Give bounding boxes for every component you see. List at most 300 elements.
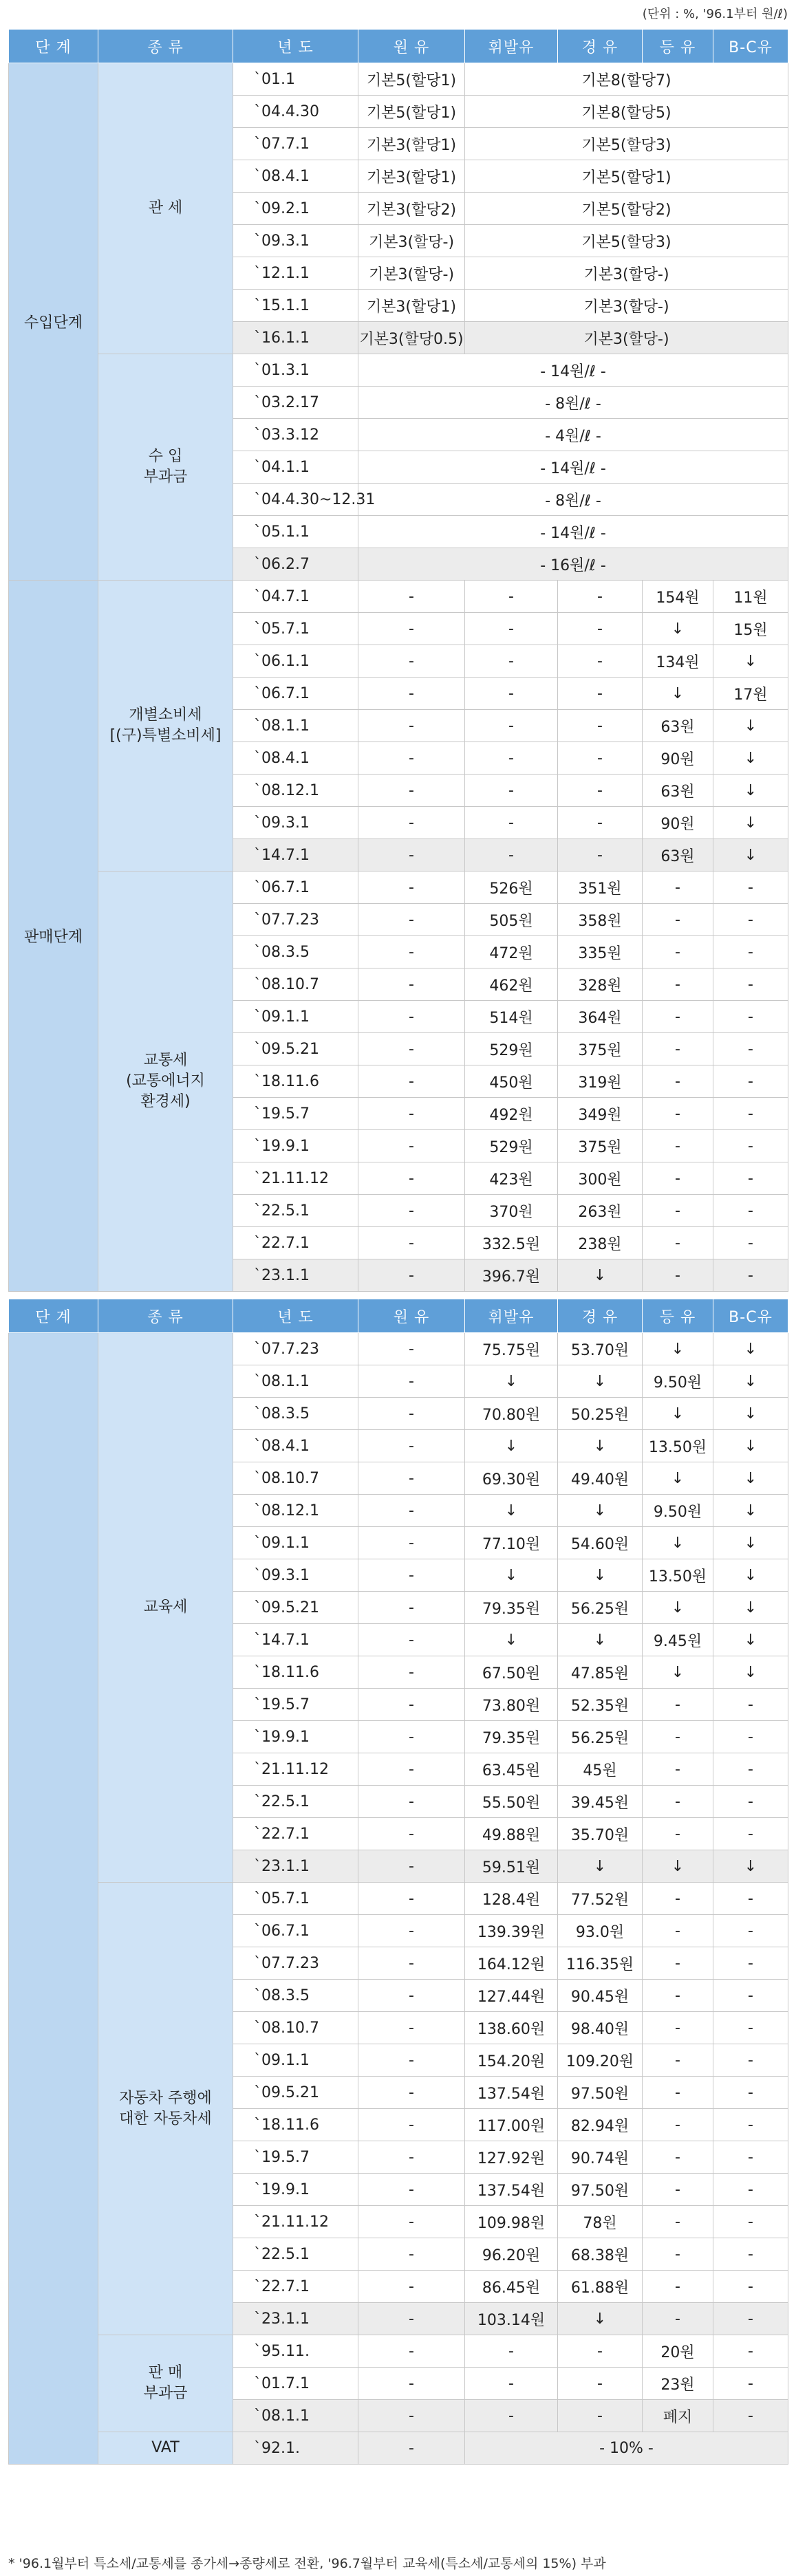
value-cell: 35.70원 [558,1818,643,1850]
column-header: 종 류 [98,30,233,63]
value-cell: - [643,1818,713,1850]
year-cell: `09.3.1 [233,225,358,257]
value-cell: 63원 [643,710,713,742]
stage-cell: 수입단계 [9,63,98,581]
year-cell: `19.5.7 [233,1689,358,1721]
value-cell: - [643,2238,713,2271]
value-cell: - [643,2044,713,2077]
value-cell: 472원 [465,936,558,968]
year-cell: `18.11.6 [233,2109,358,2141]
value-cell: - [713,968,788,1001]
value-cell: 54.60원 [558,1527,643,1559]
column-header: 단 계 [9,1299,98,1333]
value-cell: 기본8(할당7) [465,63,788,96]
value-cell: - [358,742,465,775]
value-cell: ↓ [465,1430,558,1462]
value-cell: - [358,1915,465,1947]
value-cell: 82.94원 [558,2109,643,2141]
year-cell: `22.7.1 [233,1818,358,1850]
value-cell: 13.50원 [643,1559,713,1592]
year-cell: `06.7.1 [233,678,358,710]
value-cell: 127.92원 [465,2141,558,2174]
value-cell: 137.54원 [465,2174,558,2206]
year-cell: `01.3.1 [233,354,358,387]
value-cell: - [713,1227,788,1259]
value-cell: - [643,1883,713,1915]
column-header: 원 유 [358,1299,465,1333]
year-cell: `08.4.1 [233,742,358,775]
value-cell: ↓ [465,1559,558,1592]
value-cell: - [713,1162,788,1195]
year-cell: `23.1.1 [233,1259,358,1292]
value-cell: - [643,872,713,904]
value-cell: - [358,1162,465,1195]
column-header: 년 도 [233,1299,358,1333]
value-cell: - [358,2238,465,2271]
column-header: 등 유 [643,30,713,63]
value-cell: - [358,613,465,645]
value-cell: 375원 [558,1130,643,1162]
value-cell: - [558,2368,643,2400]
value-cell: 423원 [465,1162,558,1195]
value-cell: 138.60원 [465,2012,558,2044]
value-cell: 9.50원 [643,1365,713,1398]
value-cell: - [643,2012,713,2044]
value-cell: 11원 [713,581,788,613]
value-cell: 358원 [558,904,643,936]
value-cell: ↓ [643,1398,713,1430]
value-cell: - [643,1915,713,1947]
value-cell: 93.0원 [558,1915,643,1947]
value-cell: - [358,645,465,678]
year-cell: `05.7.1 [233,613,358,645]
column-header: 년 도 [233,30,358,63]
year-cell: `14.7.1 [233,1624,358,1656]
value-cell: 529원 [465,1130,558,1162]
value-cell: - [643,1098,713,1130]
stage-cell [9,1333,98,2465]
kind-cell: VAT [98,2432,233,2465]
year-cell: `03.2.17 [233,387,358,419]
value-cell: - [713,2044,788,2077]
value-cell: - [358,2271,465,2303]
year-cell: `04.1.1 [233,451,358,484]
value-cell: 238원 [558,1227,643,1259]
value-cell: 49.88원 [465,1818,558,1850]
value-cell: - [643,2206,713,2238]
value-cell: - [358,2174,465,2206]
value-cell: ↓ [643,678,713,710]
value-cell: - [358,2012,465,2044]
value-cell: 127.44원 [465,1980,558,2012]
year-cell: `01.7.1 [233,2368,358,2400]
value-cell: - [358,1721,465,1753]
value-cell: - [358,1753,465,1786]
year-cell: `08.10.7 [233,1462,358,1495]
value-cell: - [643,1001,713,1033]
value-cell: 98.40원 [558,2012,643,2044]
year-cell: `19.9.1 [233,2174,358,2206]
year-cell: `07.7.1 [233,128,358,160]
value-cell: - [713,1947,788,1980]
value-cell: ↓ [713,1850,788,1883]
value-cell: - [713,1818,788,1850]
value-cell: - [643,1947,713,1980]
value-cell: ↓ [643,613,713,645]
value-cell: - [713,936,788,968]
value-cell: 기본3(할당2) [358,193,465,225]
value-cell: 137.54원 [465,2077,558,2109]
year-cell: `21.11.12 [233,1753,358,1786]
kind-cell: 자동차 주행에 대한 자동차세 [98,1883,233,2335]
value-cell: - [643,1786,713,1818]
value-cell: - [358,1430,465,1462]
value-cell: - [358,1495,465,1527]
value-cell: - [358,2044,465,2077]
table-row [9,581,788,613]
value-cell: - [358,1365,465,1398]
year-cell: `08.10.7 [233,968,358,1001]
value-cell: 328원 [558,968,643,1001]
value-cell: - [713,1098,788,1130]
value-cell: ↓ [558,1430,643,1462]
year-cell: `03.3.12 [233,419,358,451]
year-cell: `92.1. [233,2432,358,2465]
year-cell: `95.11. [233,2335,358,2368]
value-cell: - [358,1980,465,2012]
year-cell: `05.1.1 [233,516,358,548]
value-cell: - [558,775,643,807]
value-cell: - [358,1883,465,1915]
value-cell: - [465,839,558,872]
value-cell: 116.35원 [558,1947,643,1980]
value-cell: - [358,2109,465,2141]
value-cell: - [465,2400,558,2432]
value-cell: - [643,1195,713,1227]
value-cell: 79.35원 [465,1721,558,1753]
value-cell: - [358,1527,465,1559]
value-cell: - [643,1130,713,1162]
year-cell: `08.1.1 [233,1365,358,1398]
value-cell: - [358,2368,465,2400]
value-cell: 134원 [643,645,713,678]
value-cell: 349원 [558,1098,643,1130]
column-header: 원 유 [358,30,465,63]
value-cell: 370원 [465,1195,558,1227]
value-cell: 335원 [558,936,643,968]
value-cell: 128.4원 [465,1883,558,1915]
value-cell: ↓ [713,1495,788,1527]
table-row [9,354,788,387]
value-cell: - [558,742,643,775]
value-cell: - [358,2335,465,2368]
value-cell: 529원 [465,1033,558,1065]
value-cell: 164.12원 [465,1947,558,1980]
year-cell: `12.1.1 [233,257,358,290]
value-cell: - [713,2303,788,2335]
year-cell: `19.5.7 [233,1098,358,1130]
value-cell: ↓ [713,645,788,678]
value-cell: - [643,2303,713,2335]
year-cell: `06.7.1 [233,1915,358,1947]
value-cell: - [558,710,643,742]
kind-cell: 관 세 [98,63,233,354]
value-cell: ↓ [643,1462,713,1495]
value-cell: - [358,1033,465,1065]
year-cell: `09.5.21 [233,2077,358,2109]
value-cell: - [358,1227,465,1259]
value-cell: 96.20원 [465,2238,558,2271]
value-cell: 기본5(할당1) [358,96,465,128]
value-cell: - [643,1689,713,1721]
year-cell: `08.10.7 [233,2012,358,2044]
year-cell: `08.3.5 [233,936,358,968]
year-cell: `06.1.1 [233,645,358,678]
value-cell: 20원 [643,2335,713,2368]
value-cell: 117.00원 [465,2109,558,2141]
value-cell: - [358,2141,465,2174]
value-cell: - [358,1656,465,1689]
value-cell: 77.10원 [465,1527,558,1559]
value-cell: 56.25원 [558,1592,643,1624]
value-cell: - [358,1624,465,1656]
value-cell: - [643,1162,713,1195]
value-cell: 86.45원 [465,2271,558,2303]
value-cell: - [358,872,465,904]
value-cell: ↓ [713,1398,788,1430]
value-cell: - [358,1001,465,1033]
value-cell: 109.20원 [558,2044,643,2077]
column-header: 종 류 [98,1299,233,1333]
tax-table-1 [8,29,788,1292]
value-cell: ↓ [713,1624,788,1656]
year-cell: `08.3.5 [233,1980,358,2012]
value-cell: - [358,2077,465,2109]
value-cell: 13.50원 [643,1430,713,1462]
column-header: 휘발유 [465,1299,558,1333]
year-cell: `01.1 [233,63,358,96]
year-cell: `22.5.1 [233,2238,358,2271]
value-cell: 154.20원 [465,2044,558,2077]
value-cell: 17원 [713,678,788,710]
value-cell: - [358,904,465,936]
value-cell: - [713,1195,788,1227]
value-cell: 375원 [558,1033,643,1065]
value-cell: - [713,904,788,936]
year-cell: `08.1.1 [233,2400,358,2432]
value-cell: ↓ [643,1527,713,1559]
value-cell: - [643,1033,713,1065]
value-cell: 기본3(할당-) [465,257,788,290]
year-cell: `22.7.1 [233,1227,358,1259]
value-cell: 기본3(할당1) [358,290,465,322]
value-cell: 514원 [465,1001,558,1033]
value-cell: - [713,2368,788,2400]
year-cell: `08.4.1 [233,1430,358,1462]
value-cell: - [643,1980,713,2012]
stage-cell: 판매단계 [9,581,98,1292]
value-cell: - [358,1195,465,1227]
value-cell: 462원 [465,968,558,1001]
value-cell: - [713,1130,788,1162]
value-cell: - [465,581,558,613]
year-cell: `22.5.1 [233,1786,358,1818]
value-cell: 53.70원 [558,1333,643,1365]
kind-cell: 교통세 (교통에너지 환경세) [98,872,233,1292]
value-cell: - [358,807,465,839]
column-header: B-C유 [713,30,788,63]
value-cell: 90.45원 [558,1980,643,2012]
value-cell: - 10% - [465,2432,788,2465]
year-cell: `09.5.21 [233,1592,358,1624]
value-cell: - [358,2206,465,2238]
value-cell: 23원 [643,2368,713,2400]
value-cell: - 4원/ℓ - [358,419,788,451]
value-cell: ↓ [713,1333,788,1365]
value-cell: - [713,1883,788,1915]
year-cell: `07.7.23 [233,1947,358,1980]
value-cell: - [465,710,558,742]
value-cell: - [358,1130,465,1162]
value-cell: - 8원/ℓ - [358,387,788,419]
year-cell: `08.12.1 [233,1495,358,1527]
value-cell: - [643,1065,713,1098]
value-cell: ↓ [558,2303,643,2335]
value-cell: - [713,1065,788,1098]
value-cell: ↓ [713,1527,788,1559]
value-cell: - 16원/ℓ - [358,548,788,581]
value-cell: ↓ [558,1365,643,1398]
value-cell: - [643,1753,713,1786]
year-cell: `21.11.12 [233,2206,358,2238]
value-cell: 90.74원 [558,2141,643,2174]
value-cell: 기본5(할당3) [465,128,788,160]
value-cell: ↓ [558,1559,643,1592]
value-cell: ↓ [713,1365,788,1398]
value-cell: - [643,2141,713,2174]
value-cell: - [358,936,465,968]
value-cell: 49.40원 [558,1462,643,1495]
value-cell: - [713,2238,788,2271]
value-cell: 기본5(할당1) [358,63,465,96]
year-cell: `23.1.1 [233,1850,358,1883]
value-cell: - [643,1227,713,1259]
value-cell: - [358,1592,465,1624]
value-cell: ↓ [558,1495,643,1527]
value-cell: - [713,1001,788,1033]
year-cell: `06.7.1 [233,872,358,904]
value-cell: - [713,2206,788,2238]
year-cell: `18.11.6 [233,1656,358,1689]
value-cell: 79.35원 [465,1592,558,1624]
value-cell: 47.85원 [558,1656,643,1689]
value-cell: ↓ [643,1333,713,1365]
value-cell: - [358,2303,465,2335]
value-cell: - [358,1065,465,1098]
value-cell: - [713,2141,788,2174]
value-cell: - [358,1398,465,1430]
table-row [9,2432,788,2465]
value-cell: 45원 [558,1753,643,1786]
value-cell: 56.25원 [558,1721,643,1753]
value-cell: - [465,742,558,775]
value-cell: 90원 [643,742,713,775]
value-cell: 396.7원 [465,1259,558,1292]
value-cell: - [558,581,643,613]
value-cell: ↓ [713,775,788,807]
value-cell: - [713,1753,788,1786]
value-cell: - [713,2077,788,2109]
year-cell: `19.5.7 [233,2141,358,2174]
year-cell: `18.11.6 [233,1065,358,1098]
value-cell: 526원 [465,872,558,904]
footnote: * '96.1월부터 특소세/교통세를 종가세→종량세로 전환, '96.7월부터 교육세(특소세/교통세의 15%) 부과 [8,2556,606,2571]
year-cell: `04.4.30~12.31 [233,484,358,516]
value-cell: ↓ [713,742,788,775]
value-cell: 67.50원 [465,1656,558,1689]
value-cell: ↓ [713,1592,788,1624]
value-cell: - [465,807,558,839]
value-cell: - [713,2109,788,2141]
value-cell: 기본3(할당1) [358,160,465,193]
value-cell: 97.50원 [558,2077,643,2109]
table-row [9,63,788,96]
value-cell: - [713,2335,788,2368]
year-cell: `08.1.1 [233,710,358,742]
value-cell: - [713,1259,788,1292]
year-cell: `05.7.1 [233,1883,358,1915]
value-cell: 기본5(할당3) [465,225,788,257]
year-cell: `09.1.1 [233,2044,358,2077]
table-header-row [9,30,788,63]
table-row [9,2335,788,2368]
value-cell: - [558,678,643,710]
value-cell: - [358,839,465,872]
value-cell: 기본3(할당1) [358,128,465,160]
value-cell: 기본3(할당-) [358,225,465,257]
value-cell: - [713,2400,788,2432]
value-cell: 50.25원 [558,1398,643,1430]
year-cell: `22.7.1 [233,2271,358,2303]
value-cell: 15원 [713,613,788,645]
value-cell: 263원 [558,1195,643,1227]
year-cell: `09.2.1 [233,193,358,225]
value-cell: - [358,1559,465,1592]
column-header: 단 계 [9,30,98,63]
value-cell: - [465,645,558,678]
year-cell: `04.4.30 [233,96,358,128]
year-cell: `07.7.23 [233,1333,358,1365]
value-cell: - [713,1980,788,2012]
column-header: 경 유 [558,1299,643,1333]
value-cell: - [358,1818,465,1850]
value-cell: 75.75원 [465,1333,558,1365]
value-cell: 55.50원 [465,1786,558,1818]
value-cell: 77.52원 [558,1883,643,1915]
value-cell: - [358,1786,465,1818]
value-cell: ↓ [713,710,788,742]
value-cell: - [358,1850,465,1883]
value-cell: - [465,2335,558,2368]
value-cell: 73.80원 [465,1689,558,1721]
value-cell: - [713,2174,788,2206]
value-cell: 139.39원 [465,1915,558,1947]
value-cell: - 14원/ℓ - [358,354,788,387]
kind-cell: 개별소비세 [(구)특별소비세] [98,581,233,872]
value-cell: - [558,645,643,678]
value-cell: 300원 [558,1162,643,1195]
value-cell: 505원 [465,904,558,936]
